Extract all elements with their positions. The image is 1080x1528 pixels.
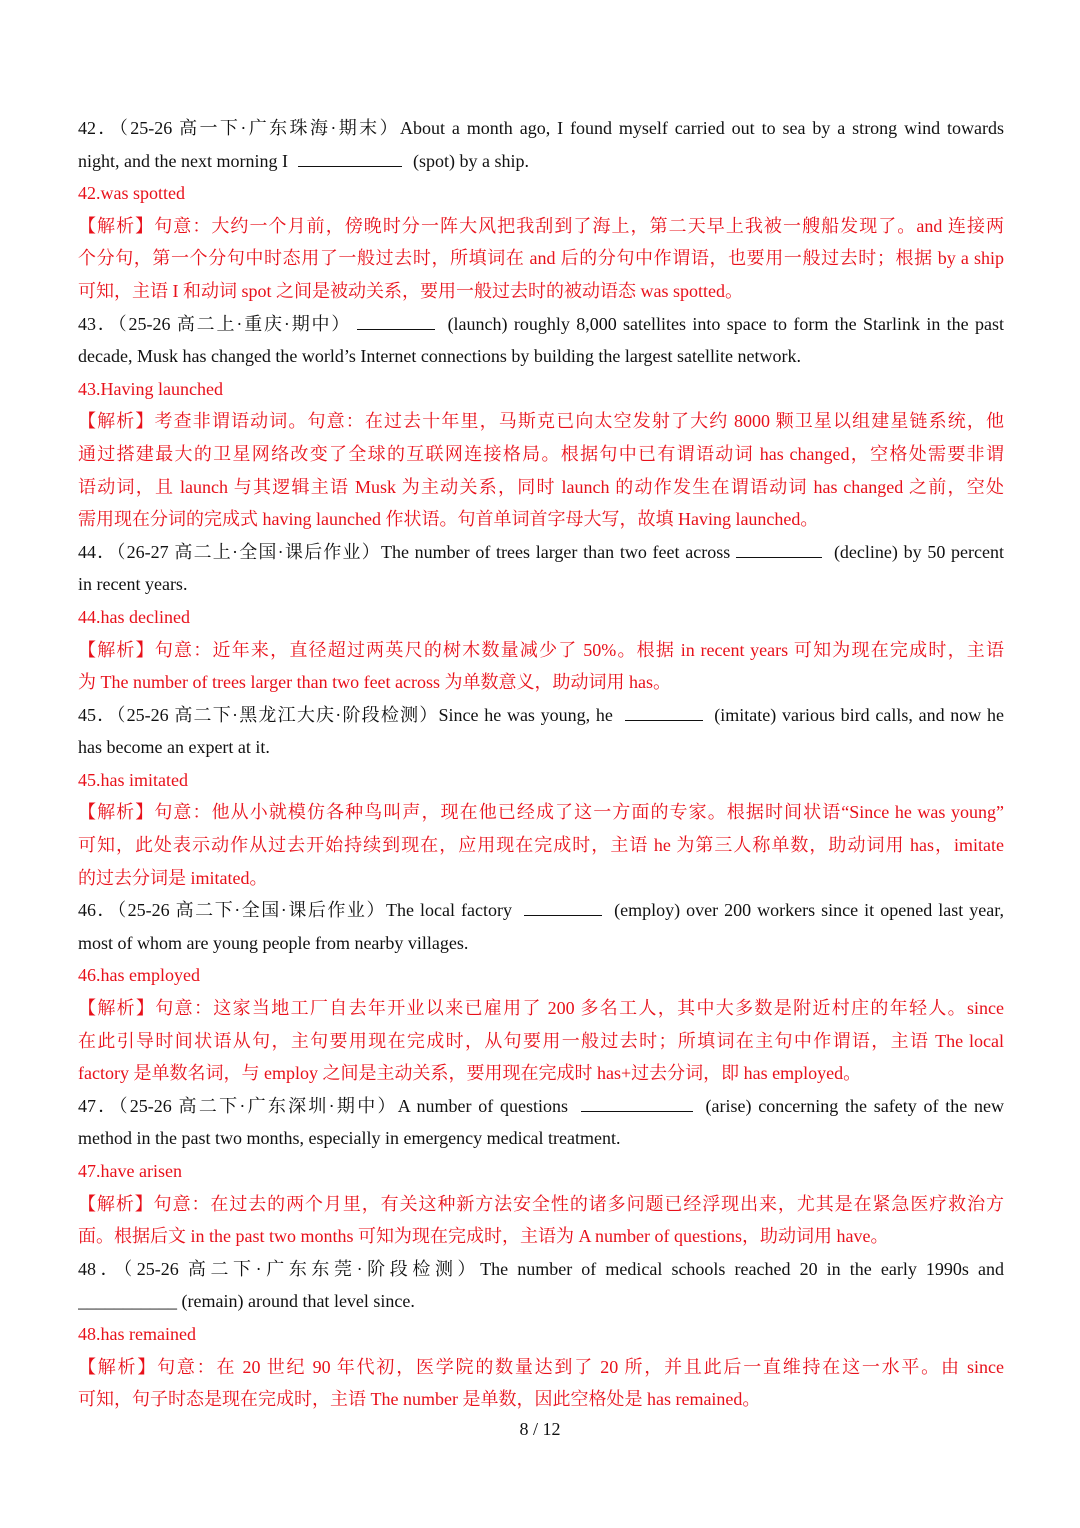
question-46-text-a: 46．（25-26 高二下·全国·课后作业）The local factory (78, 900, 512, 921)
question-46-line-1 (78, 894, 1004, 927)
explanation-45-line-3: 的过去分词是 imitated。 (78, 867, 268, 888)
explanation-43-line-4: 需用现在分词的完成式 having launched 作状语。句首单词首字母大写，故填 Having launched。 (78, 509, 819, 530)
question-47-line-2: method in the past two months, especially in emergency medical treatment. (78, 1128, 621, 1149)
question-44-text-a: 44．（26-27 高二上·全国·课后作业）The number of trees larger than two feet across (78, 541, 731, 562)
answer-42: 42.was spotted (78, 183, 185, 204)
question-47-text-a: 47．（25-26 高二下·广东深圳·期中）A number of questions (78, 1095, 569, 1116)
explanation-43-line-3: 语动词，且 launch 与其逻辑主语 Musk 为主动关系，同时 launch 的动作发生在谓语动词 has changed 之前，空处 (78, 476, 1004, 497)
answer-44: 44.has declined (78, 606, 190, 627)
explanation-45-line-1: 【解析】句意：他从小就模仿各种鸟叫声，现在他已经成了这一方面的专家。根据时间状语“Since he was young” (78, 802, 1004, 823)
question-43-text-a: 43．（25-26 高二上·重庆·期中） (78, 313, 352, 334)
question-44-line-2: in recent years. (78, 574, 188, 595)
explanation-48-line-2: 可知，句子时态是现在完成时，主语 The number 是单数，因此空格处是 has remained。 (78, 1389, 761, 1410)
explanation-42-line-2: 个分句，第一个分句中时态用了一般过去时，所填词在 and 后的分句中作谓语，也要用一般过去时；根据 by a ship (78, 248, 1004, 269)
explanation-44-line-2: 为 The number of trees larger than two feet across 为单数意义，助动词用 has。 (78, 672, 672, 693)
explanation-46-line-1: 【解析】句意：这家当地工厂自去年开业以来已雇用了 200 多名工人，其中大多数是附近村庄的年轻人。since (78, 998, 1004, 1019)
question-42-text-b: (spot) by a ship. (412, 150, 529, 171)
question-48-line-2 (78, 1285, 1004, 1318)
question-44-text-b: (decline) by 50 percent (833, 541, 1004, 562)
explanation-42-line-1: 【解析】句意：大约一个月前，傍晚时分一阵大风把我刮到了海上，第二天早上我被一艘船发现了。and 连接两 (78, 215, 1004, 236)
question-44-line-1 (78, 536, 1004, 569)
answer-blank (357, 311, 435, 330)
answer-blank (736, 539, 822, 558)
answer-blank (298, 148, 402, 167)
page-number: 8 / 12 (519, 1419, 561, 1439)
question-45-line-1 (78, 699, 1004, 732)
explanation-47-line-2: 面。根据后文 in the past two months 可知为现在完成时，主语为 A number of questions，助动词用 have。 (78, 1226, 889, 1247)
answer-48: 48.has remained (78, 1323, 196, 1344)
question-42-line-1: 42．（25-26 高一下·广东珠海·期末）About a month ago, I found myself carried out to sea by a strong wind towards (78, 118, 1004, 138)
question-45-line-2: has become an expert at it. (78, 737, 270, 758)
question-46-text-b: (employ) over 200 workers since it opened last year, (614, 900, 1004, 921)
explanation-48-line-1: 【解析】句意：在 20 世纪 90 年代初，医学院的数量达到了 20 所，并且此后一直维持在这一水平。由 since (78, 1356, 1004, 1377)
question-45-text-b: (imitate) various bird calls, and now he (714, 704, 1004, 725)
answer-blank (581, 1093, 693, 1112)
explanation-45-line-2: 可知，此处表示动作从过去开始持续到现在，应用现在完成时，主语 he 为第三人称单数，助动词用 has，imitate (78, 835, 1004, 856)
answer-blank (625, 702, 703, 721)
question-47-text-b: (arise) concerning the safety of the new (705, 1095, 1004, 1116)
question-46-line-2: most of whom are young people from nearby villages. (78, 932, 469, 953)
answer-46: 46.has employed (78, 965, 200, 986)
explanation-46-line-3: factory 是单数名词，与 employ 之间是主动关系，要用现在完成时 has+过去分词，即 has employed。 (78, 1063, 862, 1084)
question-45-text-a: 45．（25-26 高二下·黑龙江大庆·阶段检测）Since he was young, he (78, 704, 613, 725)
explanation-43-line-1: 【解析】考查非谓语动词。句意：在过去十年里，马斯克已向太空发射了大约 8000 颗卫星以组建星链系统，他 (78, 411, 1004, 432)
answer-blank (524, 897, 602, 916)
question-43-text-b: (launch) roughly 8,000 satellites into space to form the Starlink in the past (447, 313, 1004, 334)
question-47-line-1 (78, 1090, 1004, 1123)
answer-43: 43.Having launched (78, 378, 223, 399)
explanation-46-line-2: 在此引导时间状语从句，主句要用现在完成时，从句要用一般过去时；所填词在主句中作谓语，主语 The local (78, 1030, 1004, 1051)
question-48-line-1: 48．（25-26 高二下·广东东莞·阶段检测）The number of medical schools reached 20 in the early 1990s and (78, 1258, 1004, 1279)
answer-47: 47.have arisen (78, 1161, 182, 1181)
explanation-47-line-1: 【解析】句意：在过去的两个月里，有关这种新方法安全性的诸多问题已经浮现出来，尤其是在紧急医疗救治方 (78, 1193, 1004, 1214)
question-48-blank: ___________ (78, 1291, 177, 1312)
question-42-text-a: night, and the next morning I (78, 150, 288, 171)
question-48-text-b: (remain) around that level since. (181, 1291, 415, 1312)
answer-45: 45.has imitated (78, 769, 188, 790)
explanation-44-line-1: 【解析】句意：近年来，直径超过两英尺的树木数量减少了 50%。根据 in recent years 可知为现在完成时，主语 (78, 639, 1004, 660)
document-page (78, 112, 1004, 1416)
explanation-43-line-2: 通过搭建最大的卫星网络改变了全球的互联网连接格局。根据句中已有谓语动词 has changed，空格处需要非谓 (78, 443, 1004, 464)
question-42-line-2 (78, 145, 1004, 178)
explanation-42-line-3: 可知，主语 I 和动词 spot 之间是被动关系，要用一般过去时的被动语态 was spotted。 (78, 280, 743, 301)
question-43-line-2: decade, Musk has changed the world’s Internet connections by building the largest satellite network. (78, 346, 801, 367)
question-43-line-1 (78, 308, 1004, 341)
